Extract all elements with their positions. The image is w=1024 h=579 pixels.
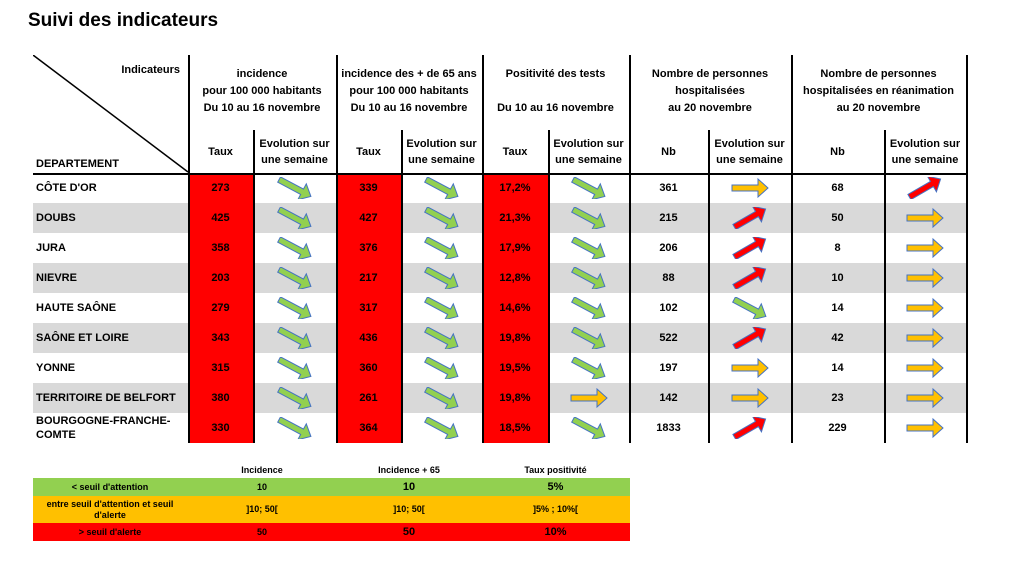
value-cell: 19,5%: [499, 362, 531, 374]
value-cell: 14,6%: [499, 302, 531, 314]
group-header-line: hospitalisées en réanimation: [803, 85, 954, 97]
value-cell: 19,8%: [499, 392, 531, 404]
group-header-line: Nombre de personnes: [820, 68, 937, 80]
group-header-line: Nombre de personnes: [651, 68, 769, 80]
value-cell: 360: [359, 362, 378, 374]
subheader-value: Taux: [502, 146, 528, 158]
value-cell: 14: [831, 302, 844, 314]
subheader-evolution-line: une semaine: [891, 154, 959, 166]
value-cell: 142: [659, 392, 678, 404]
value-cell: 343: [211, 332, 230, 344]
legend-value: 10: [402, 481, 416, 493]
legend-header: Incidence + 65: [378, 465, 440, 475]
value-cell: 17,9%: [499, 242, 531, 254]
subheader-evolution-line: Evolution sur: [406, 138, 477, 150]
subheader-value: Taux: [208, 146, 233, 158]
subheader-evolution-line: une semaine: [261, 154, 328, 166]
value-cell: 19,8%: [499, 332, 531, 344]
subheader-evolution-line: Evolution sur: [553, 138, 624, 150]
value-cell: 376: [359, 242, 378, 254]
value-cell: 206: [659, 242, 678, 254]
legend-value: 50: [256, 527, 267, 537]
group-header-line: incidence des + de 65 ans: [341, 68, 477, 80]
group-header-line: Positivité des tests: [505, 68, 606, 80]
value-cell: 17,2%: [499, 182, 531, 194]
value-cell: 273: [211, 182, 230, 194]
value-cell: 10: [831, 272, 844, 284]
value-cell: 330: [211, 422, 230, 434]
value-cell: 23: [831, 392, 844, 404]
legend-row-label: < seuil d'attention: [71, 481, 149, 492]
subheader-evolution-line: une semaine: [716, 154, 783, 166]
group-header-line: Du 10 au 16 novembre: [350, 102, 468, 114]
subheader-value: Taux: [356, 146, 381, 158]
value-cell: 50: [831, 212, 844, 224]
value-cell: 229: [828, 422, 847, 434]
value-cell: 102: [659, 302, 678, 314]
page-title: Suivi des indicateurs: [28, 10, 219, 31]
subheader-evolution-line: Evolution sur: [714, 138, 785, 150]
value-cell: 18,5%: [499, 422, 531, 434]
value-cell: 279: [211, 302, 230, 314]
group-header-line: au 20 novembre: [836, 102, 921, 114]
subheader-evolution-line: Evolution sur: [889, 138, 961, 150]
value-cell: 361: [659, 182, 678, 194]
value-cell: 436: [359, 332, 378, 344]
value-cell: 14: [831, 362, 844, 374]
department-name: YONNE: [36, 362, 76, 374]
department-name: NIEVRE: [36, 272, 77, 284]
department-name: JURA: [36, 242, 66, 254]
value-cell: 380: [211, 392, 230, 404]
corner-departement-label: DEPARTEMENT: [36, 158, 119, 170]
value-cell: 203: [211, 272, 230, 284]
subheader-value: Nb: [830, 146, 845, 158]
legend-value: 50: [402, 526, 416, 538]
value-cell: 42: [831, 332, 844, 344]
department-name: DOUBS: [36, 212, 76, 224]
value-cell: 197: [659, 362, 678, 374]
group-header-line: pour 100 000 habitants: [349, 85, 469, 97]
group-header-line: pour 100 000 habitants: [202, 85, 322, 97]
department-name: CÔTE D'OR: [36, 182, 97, 194]
legend-value: 5%: [547, 481, 564, 493]
department-name: HAUTE SAÔNE: [36, 302, 117, 314]
value-cell: 317: [359, 302, 378, 314]
value-cell: 1833: [656, 422, 681, 434]
legend-row-label: > seuil d'alerte: [78, 526, 142, 537]
value-cell: 522: [659, 332, 678, 344]
legend-value: ]10; 50[: [393, 504, 425, 514]
value-cell: 315: [211, 362, 230, 374]
legend-value: 10: [256, 482, 267, 492]
value-cell: 339: [359, 182, 378, 194]
value-cell: 88: [662, 272, 675, 284]
group-header-line: Du 10 au 16 novembre: [497, 102, 614, 114]
group-header-line: hospitalisées: [675, 85, 745, 97]
legend-row-label: entre seuil d'attention et seuil d'alerte: [46, 498, 174, 520]
department-name: SAÔNE ET LOIRE: [36, 332, 129, 344]
subheader-value: Nb: [661, 146, 676, 158]
value-cell: 68: [831, 182, 844, 194]
group-header-line: Du 10 au 16 novembre: [203, 102, 321, 114]
legend-value: ]10; 50[: [246, 504, 278, 514]
department-name: BOURGOGNE-FRANCHE-COMTE: [36, 415, 171, 441]
value-cell: 21,3%: [499, 212, 531, 224]
legend-header: Taux positivité: [524, 465, 587, 475]
legend-header: Incidence: [241, 465, 283, 475]
corner-indicateurs-label: Indicateurs: [121, 64, 180, 76]
value-cell: 358: [211, 242, 230, 254]
subheader-evolution-line: Evolution sur: [259, 138, 330, 150]
value-cell: 215: [659, 212, 678, 224]
legend-value: ]5% ; 10%[: [532, 504, 578, 514]
value-cell: 217: [359, 272, 378, 284]
value-cell: 8: [834, 242, 841, 254]
value-cell: 261: [359, 392, 378, 404]
subheader-evolution-line: une semaine: [555, 154, 622, 166]
legend-value: 10%: [544, 526, 567, 538]
group-header-line: au 20 novembre: [668, 102, 752, 114]
value-cell: 427: [359, 212, 378, 224]
value-cell: 364: [359, 422, 378, 434]
value-cell: 425: [211, 212, 230, 224]
subheader-evolution-line: une semaine: [408, 154, 475, 166]
group-header-line: incidence: [236, 68, 288, 80]
value-cell: 12,8%: [499, 272, 531, 284]
department-name: TERRITOIRE DE BELFORT: [36, 392, 176, 404]
